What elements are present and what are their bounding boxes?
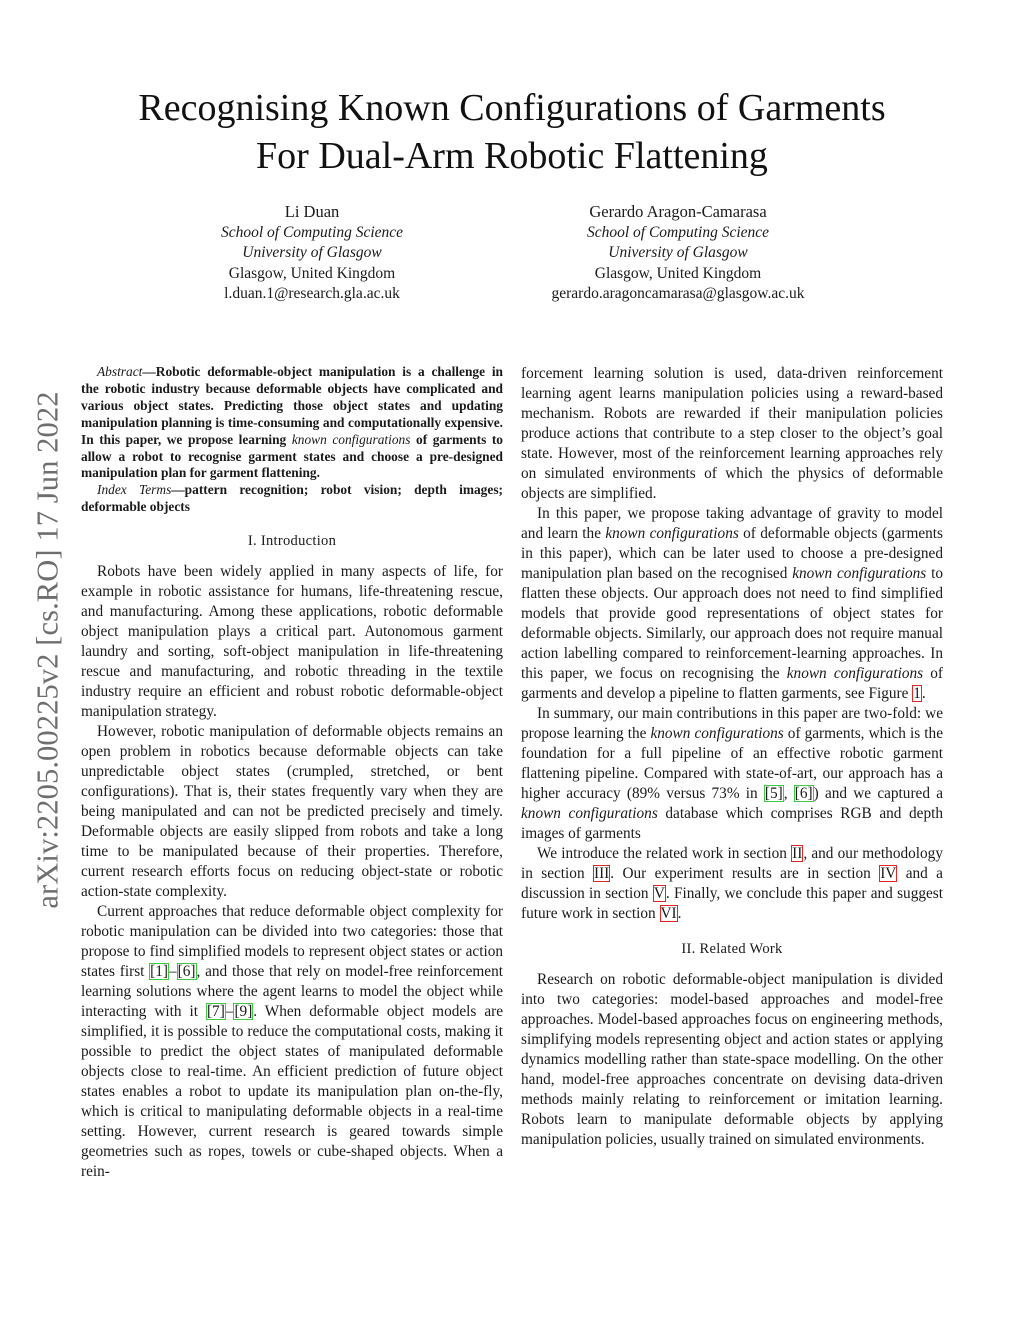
section-link[interactable]: IV <box>880 865 897 882</box>
intro-p6-text-e: . Finally, we conclude this paper and suggest future work in section <box>521 885 943 922</box>
intro-p5-text-c: ) and we captured a <box>813 785 943 802</box>
intro-p5-text-d: database which comprises RGB and depth images of garments <box>521 805 943 842</box>
author-block-2 <box>528 202 828 305</box>
intro-paragraph-3-continued: forcement learning solution is used, data-driven reinforcement learning agent learns manipulation policies using a reward-based mechanism. Robots are rewarded if their manipulation policies produce actions that contribute to a step closer to the object’s goal state. However, most of the reinforcement learning approaches rely on simulated environments of which the physics of deformable objects are simplified. <box>521 365 943 502</box>
paper-title <box>60 84 964 180</box>
author-name: Li Duan <box>284 202 340 221</box>
term-known-configurations: known configurations <box>605 525 739 542</box>
intro-p4-text-e: . <box>921 685 926 702</box>
figure-link[interactable]: 1 <box>913 685 921 702</box>
title-line-1: Recognising Known Configurations of Garments <box>138 87 886 129</box>
related-paragraph-1: Research on robotic deformable-object manipulation is divided into two categories: model-based approaches and model-free approaches. Model-based approaches focus on engineering methods, simplifying models representing object and action states or applying dynamics modelling rather than state-space modelling. On the other hand, model-free approaches concentrate on devising data-driven methods mainly relating to reinforcement or imitation learning. Robots learn to manipulate deformable objects by applying manipulation policies, usually trained on simulated environments. <box>521 971 943 1148</box>
author-location: Glasgow, United Kingdom <box>228 264 396 282</box>
section-heading-introduction: I. Introduction <box>247 533 337 550</box>
term-known-configurations: known configurations <box>521 805 658 822</box>
citation-link[interactable]: [6] <box>794 785 813 802</box>
range-dash: – <box>225 1003 234 1021</box>
range-dash: – <box>169 963 177 981</box>
citation-link[interactable]: [1] <box>150 963 169 981</box>
intro-paragraph-2: However, robotic manipulation of deformable objects remains an open problem in robotics because deformable objects can take unpredictable object states (crumpled, stretched, or bent configurations). That is, their states frequently vary when they are being manipulated and can not be predicted precisely and timely. Deformable objects are easily slipped from robots and take a long time to be manipulated because of their properties. Therefore, current research efforts focus on reducing object-state or robotic action-state complexity. <box>81 723 503 901</box>
intro-paragraph-6 <box>521 844 943 924</box>
citation-link[interactable]: [9] <box>234 1003 253 1021</box>
author-school: School of Computing Science <box>586 223 770 241</box>
section-heading-related-work: II. Related Work <box>681 941 783 957</box>
citation-separator: , <box>783 785 794 802</box>
right-column <box>521 364 943 1150</box>
author-name: Gerardo Aragon-Camarasa <box>589 202 767 221</box>
abstract-text-b: of garments to allow a robot to recognise garment states and choose a pre-designed manipulation plan for garment flattening. <box>81 431 503 481</box>
citation-link[interactable]: [7] <box>206 1003 225 1021</box>
intro-p6-text-d: and a discussion in section <box>521 865 943 902</box>
abstract-text-a: —Robotic deformable-object manipulation is a challenge in the robotic industry because deformable objects have complicated and various object states. Predicting those object states and updating manipulation planning is time-consuming and computationally expensive. In this paper, we propose learning <box>81 364 503 447</box>
author-block-1 <box>162 202 462 305</box>
abstract <box>81 364 503 482</box>
term-known-configurations: known configurations <box>650 725 784 742</box>
intro-p4-text-c: to flatten these objects. Our approach does not need to find simplified models that provide good representations of object states for deformable objects. Similarly, our approach does not require manual action labelling compared to reinforcement-learning approaches. In this paper, we focus on recognising the <box>521 565 943 682</box>
abstract-term: known configurations <box>291 431 411 447</box>
author-email[interactable]: gerardo.aragoncamarasa@glasgow.ac.uk <box>551 285 805 302</box>
author-university: University of Glasgow <box>608 244 748 261</box>
index-terms-label: Index Terms <box>97 482 172 498</box>
author-school: School of Computing Science <box>220 223 404 241</box>
intro-p3-text-b: , and those that rely on model-free reinforcement learning solutions where the agent learns to model the object while interacting with it <box>81 963 503 1021</box>
author-email[interactable]: l.duan.1@research.gla.ac.uk <box>224 285 400 302</box>
intro-p5-text-a: In summary, our main contributions in this paper are two-fold: we propose learning the <box>521 705 943 742</box>
intro-p6-text-b: , and our methodology in section <box>521 845 943 882</box>
intro-p4-text-d: of garments and develop a pipeline to flatten garments, see Figure <box>521 665 943 702</box>
term-known-configurations: known configurations <box>792 565 927 582</box>
citation-link[interactable]: [6] <box>177 963 196 981</box>
section-link[interactable]: V <box>653 885 665 902</box>
intro-p6-text-c: . Our experiment results are in section <box>610 865 880 882</box>
index-terms-text: —pattern recognition; robot vision; depth images; deformable objects <box>81 482 503 515</box>
intro-p6-text-f: . <box>677 905 682 922</box>
citation-link[interactable]: [5] <box>764 785 783 802</box>
intro-paragraph-5 <box>521 704 943 844</box>
intro-p3-text-c: . When deformable object models are simplified, it is possible to reduce the computational costs, making it possible to predict the object states of manipulated deformable objects close to real-time. An efficient prediction of future object states enables a robot to update its manipulation plan on-the-fly, which is critical to manipulating deformable objects in a real-time setting. However, current research is geared towards simple geometries such as ropes, towels or cube-shaped objects. When a rein- <box>81 1003 503 1181</box>
title-line-2: For Dual-Arm Robotic Flattening <box>256 135 768 177</box>
section-link[interactable]: III <box>593 865 610 882</box>
intro-p4-text-b: of deformable objects (garments in this paper), which can be later used to choose a pre-designed manipulation plan based on the recognised <box>521 525 943 582</box>
term-known-configurations: known configurations <box>786 665 924 682</box>
intro-paragraph-3 <box>81 902 503 1182</box>
intro-paragraph-4 <box>521 504 943 704</box>
section-link[interactable]: VI <box>660 905 677 922</box>
intro-paragraph-1: Robots have been widely applied in many aspects of life, for example in robotic assistance for humans, life-threatening rescue, and manufacturing. Among these applications, robotic deformable object manipulation plays a critical part. Autonomous garment laundry and sorting, soft-object manipulation in life-threatening rescue and manufacturing, and robotic threading in the textile industry require an efficient and robust robotic deformable-object manipulation strategy. <box>81 563 503 721</box>
intro-p6-text-a: We introduce the related work in section <box>537 845 792 862</box>
intro-p3-text-a: Current approaches that reduce deformable object complexity for robotic manipulation can be divided into two categories: those that propose to find simplified models to represent object states or action states first <box>81 903 503 981</box>
intro-p4-text-a: In this paper, we propose taking advantage of gravity to model and learn the <box>521 505 943 542</box>
section-link[interactable]: II <box>792 845 803 862</box>
intro-p5-text-b: of garments, which is the foundation for a full pipeline of an effective robotic garment flattening pipeline. Compared with state-of-art, our approach has a higher accuracy (89% versus 73% in <box>521 725 943 802</box>
index-terms <box>81 482 503 516</box>
abstract-label: Abstract <box>97 364 143 379</box>
arxiv-id: arXiv:2205.00225v2 [cs.RO] 17 Jun 2022 <box>30 391 65 909</box>
author-university: University of Glasgow <box>242 244 382 261</box>
author-location: Glasgow, United Kingdom <box>594 264 762 282</box>
left-column <box>81 364 503 1182</box>
